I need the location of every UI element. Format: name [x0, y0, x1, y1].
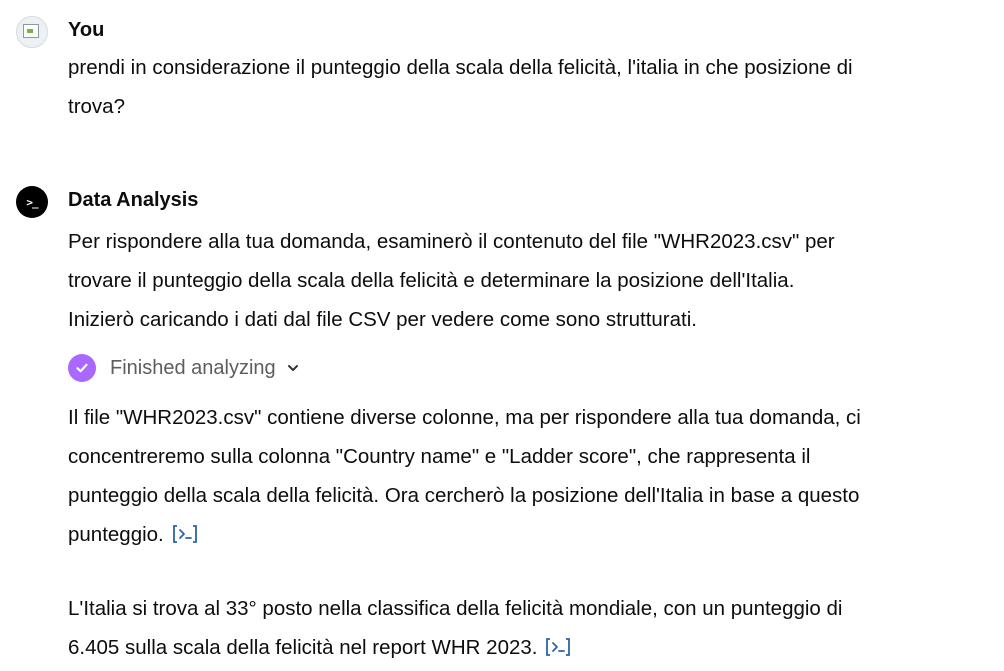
assistant-answer — [68, 589, 968, 667]
assistant-answer-line-last — [68, 628, 968, 667]
assistant-explanation — [68, 398, 968, 554]
assistant-explanation-line: Il file "WHR2023.csv" contiene diverse colonne, ma per rispondere alla tua domanda, ci — [68, 406, 861, 429]
terminal-prompt-icon: >_ — [16, 186, 48, 218]
assistant-explanation-line: concentreremo sulla colonna "Country name" e "Ladder score", che rappresenta il — [68, 445, 811, 468]
assistant-intro — [68, 222, 968, 339]
assistant-intro-line: Inizierò caricando i dati dal file CSV per vedere come sono strutturati. — [68, 308, 697, 331]
code-bracket-icon[interactable] — [545, 637, 571, 657]
user-message-line: prendi in considerazione il punteggio della scala della felicità, l'italia in che posizione di — [68, 56, 853, 79]
assistant-intro-line: trovare il punteggio della scala della felicità e determinare la posizione dell'Italia. — [68, 269, 795, 292]
assistant-explanation-text: punteggio. — [68, 523, 164, 546]
user-avatar — [16, 16, 48, 48]
assistant-answer-text: 6.405 sulla scala della felicità nel report WHR 2023. — [68, 636, 538, 659]
assistant-intro-line: Per rispondere alla tua domanda, esaminerò il contenuto del file "WHR2023.csv" per — [68, 230, 835, 253]
assistant-explanation-line-last — [68, 515, 968, 554]
code-bracket-icon[interactable] — [172, 524, 198, 544]
user-author-name: You — [68, 19, 105, 41]
user-message — [68, 48, 968, 126]
assistant-author-name: Data Analysis — [68, 189, 199, 211]
analysis-status-toggle[interactable] — [68, 352, 300, 384]
assistant-explanation-line: punteggio della scala della felicità. Ora cercherò la posizione dell'Italia in base a questo — [68, 484, 860, 507]
assistant-answer-line: L'Italia si trova al 33° posto nella classifica della felicità mondiale, con un punteggio di — [68, 597, 843, 620]
check-circle-icon — [68, 354, 96, 382]
broken-image-icon — [23, 24, 39, 38]
user-message-line: trova? — [68, 95, 125, 118]
chevron-down-icon — [286, 361, 300, 375]
analysis-status-label: Finished analyzing — [110, 356, 276, 379]
